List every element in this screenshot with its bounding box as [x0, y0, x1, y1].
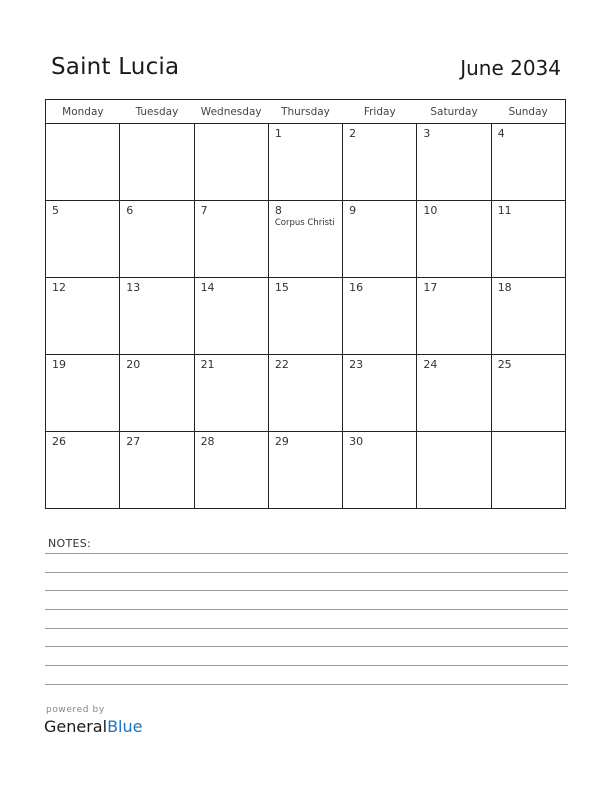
calendar-day-cell	[417, 201, 491, 278]
weekday-saturday: Saturday	[417, 100, 491, 124]
note-line	[45, 665, 568, 666]
brand-logo-general: General	[44, 717, 108, 736]
calendar-day-cell	[343, 432, 417, 509]
calendar-day-cell	[120, 355, 194, 432]
calendar-day-cell	[343, 355, 417, 432]
brand-logo-blue: Blue	[107, 717, 143, 736]
calendar-day-cell	[268, 278, 342, 355]
note-line	[45, 684, 568, 685]
day-number: 25	[497, 358, 512, 371]
calendar-day-cell	[343, 278, 417, 355]
day-number: 8	[274, 204, 282, 217]
calendar-day-cell	[491, 432, 565, 509]
note-line	[45, 590, 568, 591]
country-title: Saint Lucia	[51, 54, 180, 80]
day-number: 4	[497, 127, 505, 140]
day-number: 16	[349, 281, 364, 294]
calendar-week-row	[46, 201, 566, 278]
brand-logo[interactable]	[44, 717, 142, 736]
calendar-day-cell	[46, 355, 120, 432]
month-title: June 2034	[460, 56, 561, 80]
weekday-friday: Friday	[343, 100, 417, 124]
day-number: 28	[200, 435, 215, 448]
day-number: 26	[52, 435, 66, 448]
calendar-day-cell	[417, 432, 491, 509]
calendar-day-cell	[491, 278, 565, 355]
weekday-wednesday: Wednesday	[194, 100, 268, 124]
weekday-header-row	[46, 100, 566, 124]
calendar-week-row	[46, 355, 566, 432]
calendar-day-cell	[46, 201, 120, 278]
calendar-day-cell	[491, 124, 565, 201]
day-number: 19	[52, 358, 66, 371]
day-number: 29	[274, 435, 289, 448]
note-line	[45, 628, 568, 629]
day-number: 11	[497, 204, 512, 217]
calendar-day-cell	[491, 355, 565, 432]
day-number: 20	[126, 358, 141, 371]
day-number: 13	[126, 281, 141, 294]
calendar-week-row	[46, 278, 566, 355]
day-number: 23	[349, 358, 364, 371]
note-line	[45, 646, 568, 647]
calendar-day-cell	[491, 201, 565, 278]
note-line	[45, 572, 568, 573]
calendar-grid	[45, 99, 566, 509]
notes-label: NOTES:	[48, 537, 92, 550]
weekday-monday: Monday	[46, 100, 120, 124]
calendar-day-cell	[417, 355, 491, 432]
calendar-day-cell	[268, 201, 342, 278]
calendar-day-cell	[194, 201, 268, 278]
powered-by-text: powered by	[46, 705, 105, 715]
calendar-day-cell	[268, 124, 342, 201]
calendar-day-cell	[417, 278, 491, 355]
day-number: 17	[423, 281, 438, 294]
day-number: 1	[274, 127, 282, 140]
day-number: 7	[200, 204, 208, 217]
day-number: 10	[423, 204, 438, 217]
day-number: 15	[274, 281, 289, 294]
calendar-day-cell	[120, 432, 194, 509]
calendar-day-cell	[194, 432, 268, 509]
day-number: 12	[52, 281, 66, 294]
calendar-day-cell	[46, 124, 120, 201]
calendar-day-cell	[46, 278, 120, 355]
calendar-day-cell	[268, 432, 342, 509]
weekday-thursday: Thursday	[268, 100, 342, 124]
day-number: 21	[200, 358, 215, 371]
calendar-day-cell	[194, 355, 268, 432]
note-line	[45, 553, 568, 554]
day-number: 3	[423, 127, 431, 140]
note-line	[45, 609, 568, 610]
day-number: 6	[126, 204, 134, 217]
day-number: 2	[349, 127, 357, 140]
calendar-week-row	[46, 432, 566, 509]
day-number: 24	[423, 358, 438, 371]
weekday-sunday: Sunday	[491, 100, 565, 124]
holiday-label: Corpus Christi	[274, 218, 335, 228]
day-number: 14	[200, 281, 215, 294]
day-number: 22	[274, 358, 289, 371]
day-number: 27	[126, 435, 141, 448]
calendar-day-cell	[417, 124, 491, 201]
day-number: 18	[497, 281, 512, 294]
calendar-day-cell	[268, 355, 342, 432]
day-number: 9	[349, 204, 357, 217]
calendar-week-row	[46, 124, 566, 201]
calendar-day-cell	[194, 124, 268, 201]
day-number: 30	[349, 435, 364, 448]
calendar-day-cell	[194, 278, 268, 355]
weekday-tuesday: Tuesday	[120, 100, 194, 124]
calendar-day-cell	[120, 124, 194, 201]
calendar-body	[46, 124, 566, 509]
day-number: 5	[52, 204, 59, 217]
calendar-day-cell	[120, 278, 194, 355]
calendar-day-cell	[46, 432, 120, 509]
calendar-day-cell	[343, 201, 417, 278]
calendar-day-cell	[343, 124, 417, 201]
calendar-day-cell	[120, 201, 194, 278]
